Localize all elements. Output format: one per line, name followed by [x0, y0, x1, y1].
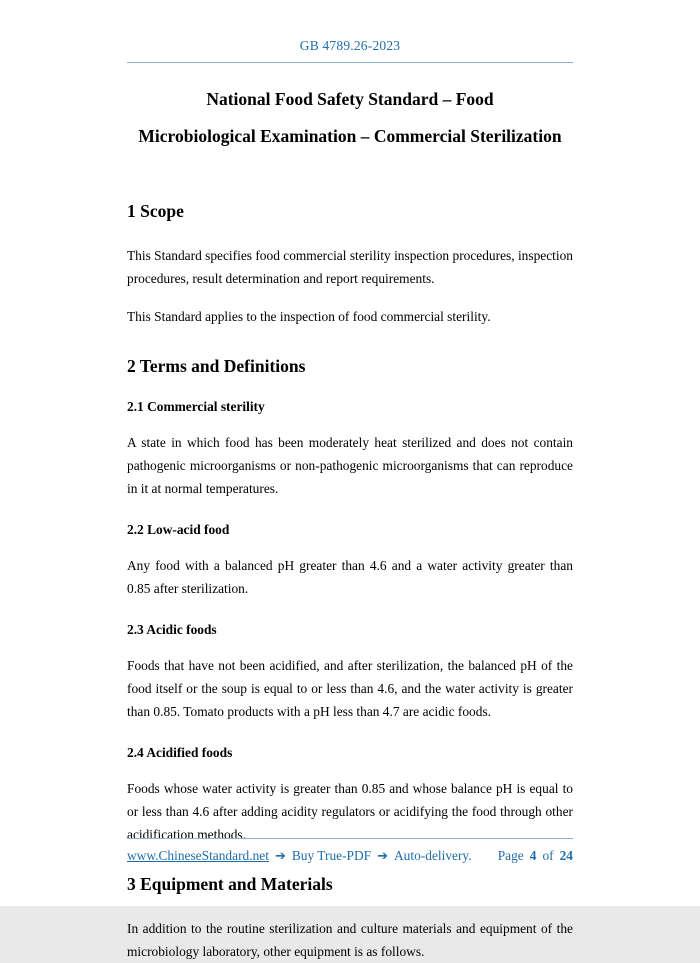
of-label: of — [542, 848, 554, 863]
website-link[interactable]: www.ChineseStandard.net — [127, 848, 269, 863]
paragraph: This Standard specifies food commercial sterility inspection procedures, inspection procedures, result determination and report requirements. — [127, 248, 573, 286]
page-footer — [127, 838, 573, 864]
document-title — [127, 81, 573, 155]
section-scope — [127, 201, 573, 328]
arrow-right-icon: ➔ — [274, 849, 286, 864]
subsection-heading-acidified-foods: 2.4 Acidified foods — [127, 745, 233, 760]
paragraph: In addition to the routine sterilization and culture materials and equipment of the microbiology laboratory, other equipment is as follows. — [127, 921, 573, 959]
paragraph: Any food with a balanced pH greater than 4.6 and a water activity greater than 0.85 after sterilization. — [127, 558, 573, 596]
footer-delivery-text: Auto-delivery. — [394, 848, 472, 863]
title-line-2: Microbiological Examination – Commercial Sterilization — [138, 126, 562, 146]
subsection-heading-acidic-foods: 2.3 Acidic foods — [127, 622, 217, 637]
page-current: 4 — [529, 848, 537, 863]
paragraph: Foods that have not been acidified, and after sterilization, the balanced pH of the food itself or the soup is equal to or less than 4.6, and the water activity is greater than 0.85. Tomato products with a pH less than 4.7 are acidic foods. — [127, 658, 573, 719]
section-heading-scope: 1 Scope — [127, 201, 184, 221]
page-label: Page — [497, 848, 524, 863]
document-body — [127, 63, 573, 963]
section-heading-terms: 2 Terms and Definitions — [127, 356, 306, 376]
paragraph: A state in which food has been moderately heat sterilized and does not contain pathogenic microorganisms or non-pathogenic microorganisms that can reproduce in it at normal temperatures. — [127, 435, 573, 496]
page-header — [127, 0, 573, 63]
page-number — [498, 848, 573, 864]
section-equipment-and-materials — [127, 874, 573, 963]
paragraph: Foods whose water activity is greater than 0.85 and whose balance pH is equal to or less than 4.6 after adding acidity regulators or acidifying the food through other acidification methods. — [127, 781, 573, 842]
subsection-heading-low-acid-food: 2.2 Low-acid food — [127, 522, 230, 537]
footer-promo — [127, 848, 472, 864]
title-line-1: National Food Safety Standard – Food — [206, 89, 494, 109]
page-total: 24 — [559, 848, 573, 863]
doc-number: GB 4789.26-2023 — [299, 38, 401, 53]
section-heading-equipment: 3 Equipment and Materials — [127, 874, 333, 894]
section-terms-and-definitions — [127, 356, 573, 846]
subsection-heading-commercial-sterility: 2.1 Commercial sterility — [127, 399, 265, 414]
arrow-right-icon: ➔ — [377, 849, 389, 864]
paragraph: This Standard applies to the inspection of food commercial sterility. — [127, 309, 491, 324]
footer-buy-text: Buy True-PDF — [291, 848, 372, 863]
